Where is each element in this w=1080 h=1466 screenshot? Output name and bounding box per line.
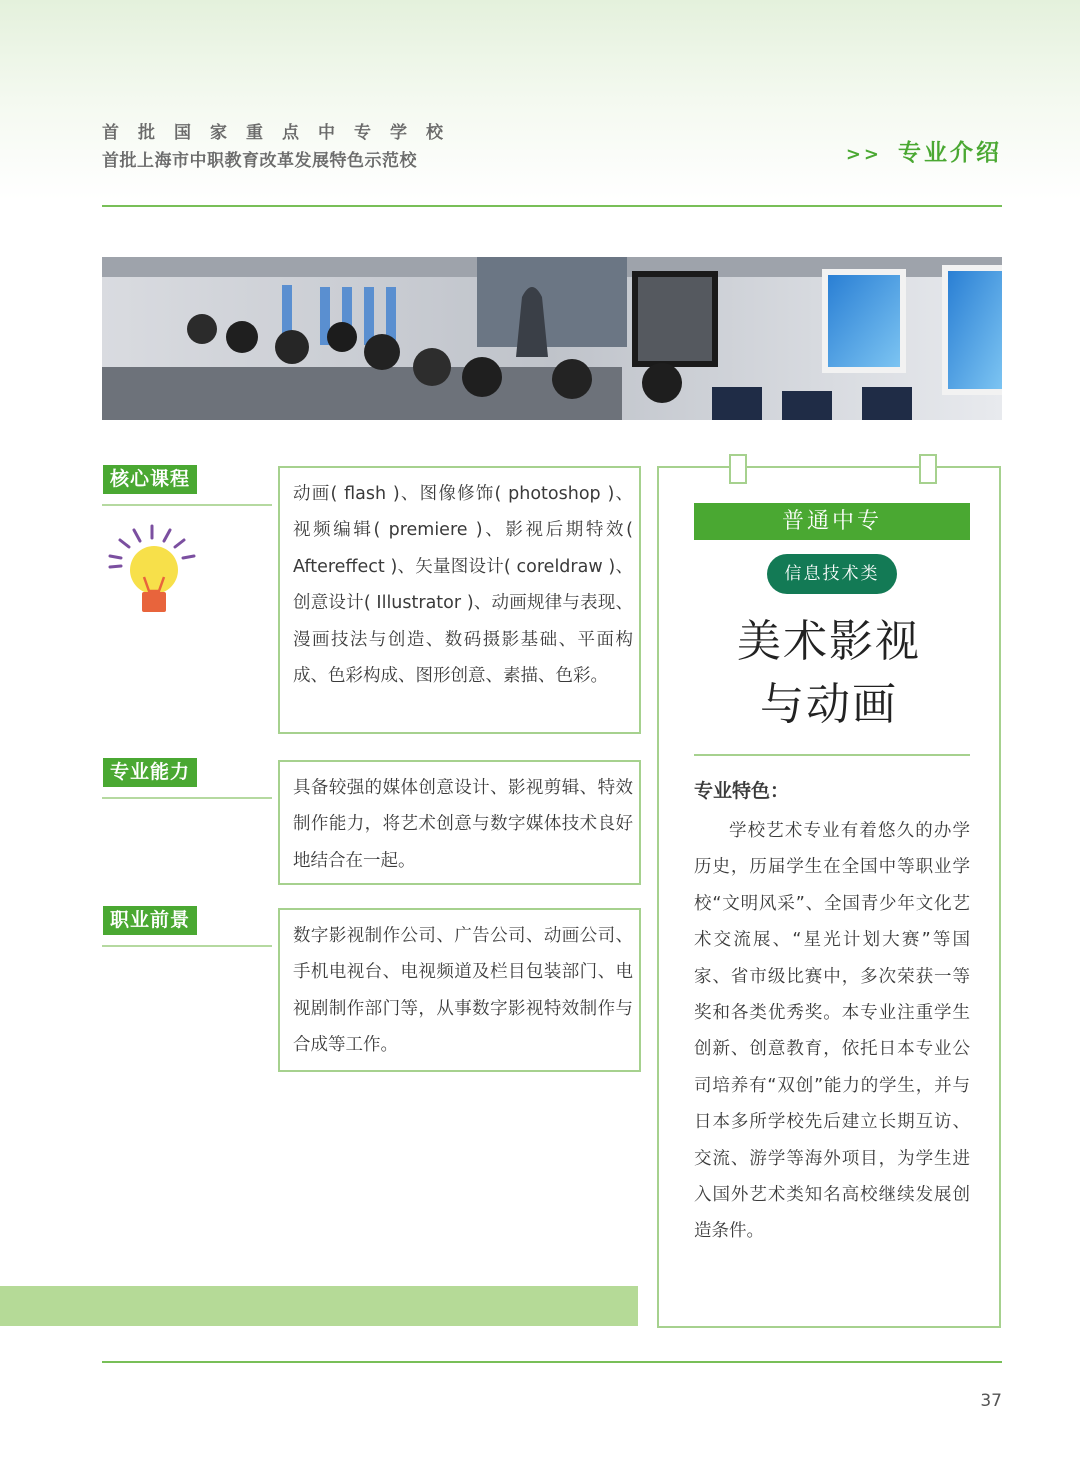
section-heading: [846, 134, 1002, 167]
professional-ability-box: 具备较强的媒体创意设计、影视剪辑、特效制作能力，将艺术创意与数字媒体技术良好地结合在一起。: [278, 760, 641, 885]
tag-professional-ability-underline: [102, 797, 272, 799]
section-title: 专业介绍: [898, 140, 1002, 166]
tag-core-courses: 核心课程: [103, 465, 197, 494]
features-text: 学校艺术专业有着悠久的办学历史，历届学生在全国中等职业学校“文明风采”、全国青少年文化艺术交流展、“星光计划大赛”等国家、省市级比赛中，多次荣获一等奖和各类优秀奖。本专业注重学生创新、创意教育，依托日本专业公司培养有“双创”能力的学生，并与日本多所学校先后建立长期互访、交流、游学等海外项目，为学生进入国外艺术类知名高校继续发展创造条件。: [694, 821, 970, 1242]
classroom-photo: [102, 257, 1002, 420]
header-rule: [102, 205, 1002, 207]
classroom-photo-illustration: [102, 257, 1002, 420]
lightbulb-icon: [104, 522, 204, 622]
school-title-line1: 首批国家重点中专学校: [102, 123, 462, 143]
major-card: [657, 466, 1001, 1328]
tag-career-prospects: 职业前景: [103, 906, 197, 935]
major-title-line2: 与动画: [760, 679, 898, 730]
major-title-line1: 美术影视: [737, 616, 921, 667]
career-prospects-box: 数字影视制作公司、广告公司、动画公司、手机电视台、电视频道及栏目包装部门、电视剧制作部门等，从事数字影视特效制作与合成等工作。: [278, 908, 641, 1072]
card-divider: [694, 754, 970, 756]
card-clip-left: [729, 454, 747, 484]
tag-core-courses-underline: [102, 504, 272, 506]
card-banner: 普通中专: [694, 503, 970, 540]
category-badge: 信息技术类: [767, 554, 897, 594]
decorative-green-bar: [0, 1286, 638, 1326]
section-arrows: >>: [845, 144, 882, 165]
tag-career-prospects-underline: [102, 945, 272, 947]
features-title: 专业特色：: [694, 780, 790, 802]
core-courses-box: 动画( flash )、图像修饰( photoshop )、视频编辑( premiere )、影视后期特效( Aftereffect )、矢量图设计( coreldraw )、创意设计( Illustrator )、动画规律与表现、漫画技法与创造、数码摄影基础、平面构成、色彩构成、图形创意、素描、色彩。: [278, 466, 641, 734]
card-clip-right: [919, 454, 937, 484]
school-title-line2: 首批上海市中职教育改革发展特色示范校: [102, 151, 417, 171]
footer-rule: [102, 1361, 1002, 1363]
page-number: 37: [980, 1391, 1002, 1411]
tag-professional-ability: 专业能力: [103, 758, 197, 787]
